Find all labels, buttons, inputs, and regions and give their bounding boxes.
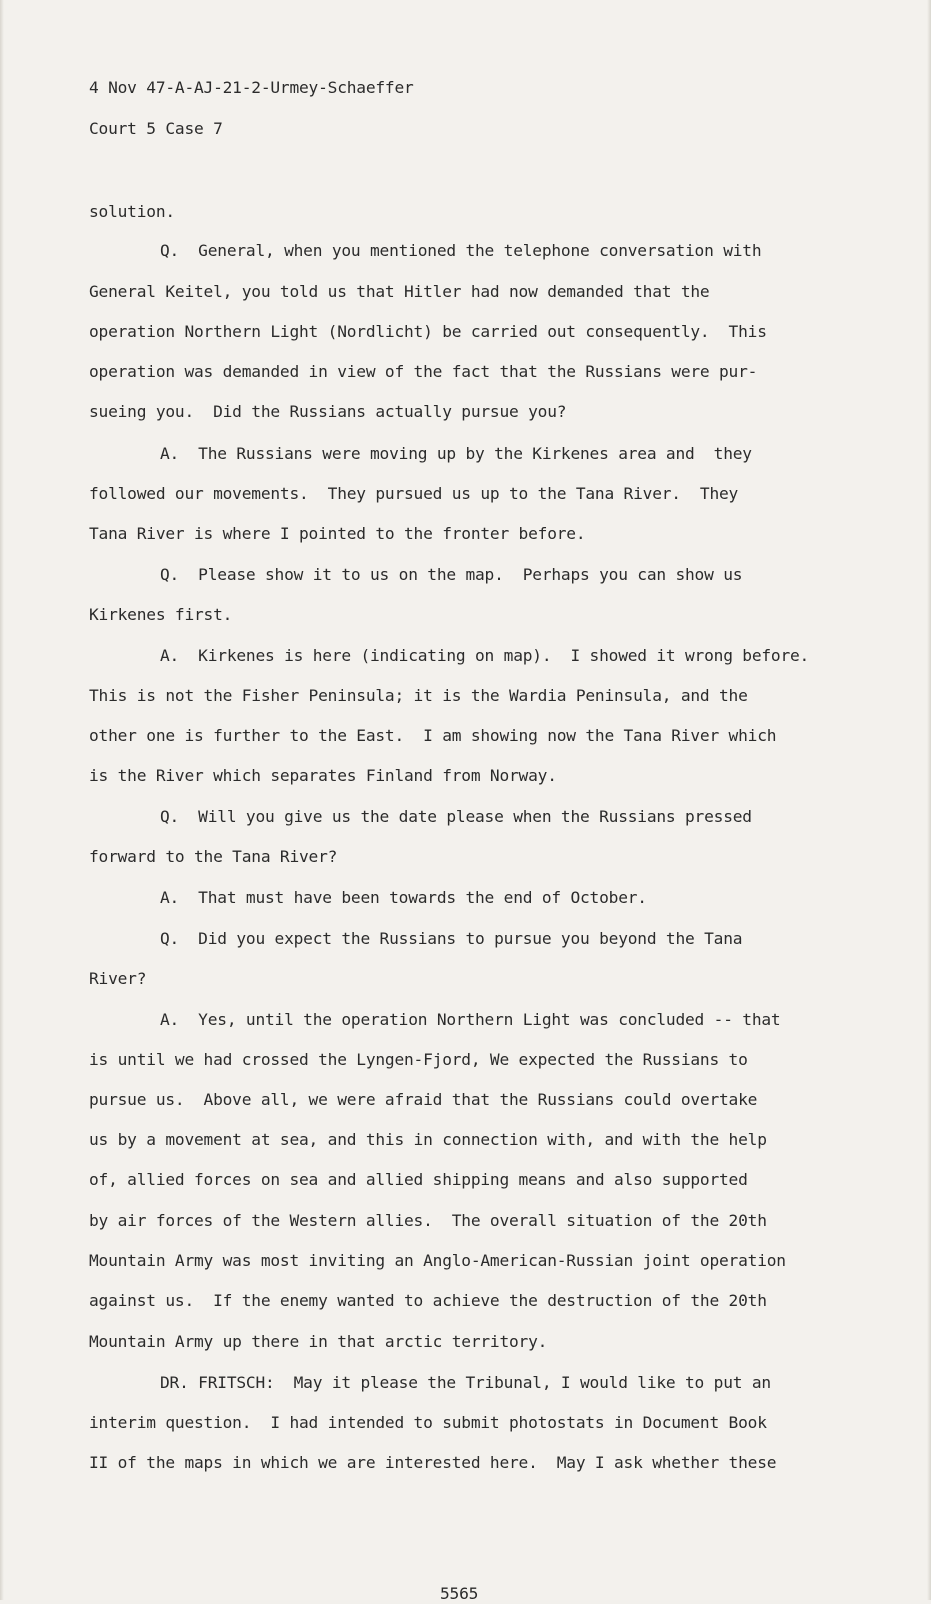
body-line: is the River which separates Finland from Norway. bbox=[89, 766, 557, 785]
body-line: DR. FRITSCH: May it please the Tribunal, I would like to put an bbox=[160, 1373, 771, 1392]
body-line: A. The Russians were moving up by the Kirkenes area and they bbox=[160, 444, 752, 463]
body-line: A. Yes, until the operation Northern Light was concluded -- that bbox=[160, 1010, 781, 1029]
body-line: other one is further to the East. I am showing now the Tana River which bbox=[89, 726, 777, 745]
body-line: Q. Did you expect the Russians to pursue you beyond the Tana bbox=[160, 929, 743, 948]
body-line: solution. bbox=[89, 202, 175, 221]
body-line: II of the maps in which we are interested here. May I ask whether these bbox=[89, 1453, 777, 1472]
body-line: forward to the Tana River? bbox=[89, 847, 338, 866]
body-line: interim question. I had intended to submit photostats in Document Book bbox=[89, 1413, 767, 1432]
body-line: followed our movements. They pursued us up to the Tana River. They bbox=[89, 484, 739, 503]
page-number: 5565 bbox=[440, 1584, 479, 1603]
page-edge-left bbox=[0, 0, 4, 1600]
body-line: of, allied forces on sea and allied shipping means and also supported bbox=[89, 1170, 748, 1189]
body-line: us by a movement at sea, and this in connection with, and with the help bbox=[89, 1130, 767, 1149]
body-line: River? bbox=[89, 969, 147, 988]
body-line: Mountain Army up there in that arctic territory. bbox=[89, 1332, 548, 1351]
body-line: is until we had crossed the Lyngen-Fjord, We expected the Russians to bbox=[89, 1050, 748, 1069]
body-line: A. That must have been towards the end of October. bbox=[160, 888, 647, 907]
body-line: pursue us. Above all, we were afraid that the Russians could overtake bbox=[89, 1090, 758, 1109]
page-edge-right bbox=[927, 0, 931, 1600]
body-line: Q. Will you give us the date please when the Russians pressed bbox=[160, 807, 752, 826]
body-line: Tana River is where I pointed to the fronter before. bbox=[89, 524, 586, 543]
body-line: Kirkenes first. bbox=[89, 605, 233, 624]
body-line: Q. General, when you mentioned the telephone conversation with bbox=[160, 241, 762, 260]
body-line: by air forces of the Western allies. The overall situation of the 20th bbox=[89, 1211, 767, 1230]
body-line: against us. If the enemy wanted to achieve the destruction of the 20th bbox=[89, 1291, 767, 1310]
header-reference: 4 Nov 47-A-AJ-21-2-Urmey-Schaeffer bbox=[89, 78, 414, 97]
body-line: operation Northern Light (Nordlicht) be carried out consequently. This bbox=[89, 322, 767, 341]
body-line: A. Kirkenes is here (indicating on map). I showed it wrong before. bbox=[160, 646, 810, 665]
header-court-case: Court 5 Case 7 bbox=[89, 119, 223, 138]
body-line: Mountain Army was most inviting an Anglo-American-Russian joint operation bbox=[89, 1251, 786, 1270]
body-line: Q. Please show it to us on the map. Perhaps you can show us bbox=[160, 565, 743, 584]
body-line: operation was demanded in view of the fact that the Russians were pur- bbox=[89, 362, 758, 381]
body-line: General Keitel, you told us that Hitler had now demanded that the bbox=[89, 282, 710, 301]
body-line: sueing you. Did the Russians actually pursue you? bbox=[89, 402, 567, 421]
body-line: This is not the Fisher Peninsula; it is the Wardia Peninsula, and the bbox=[89, 686, 748, 705]
